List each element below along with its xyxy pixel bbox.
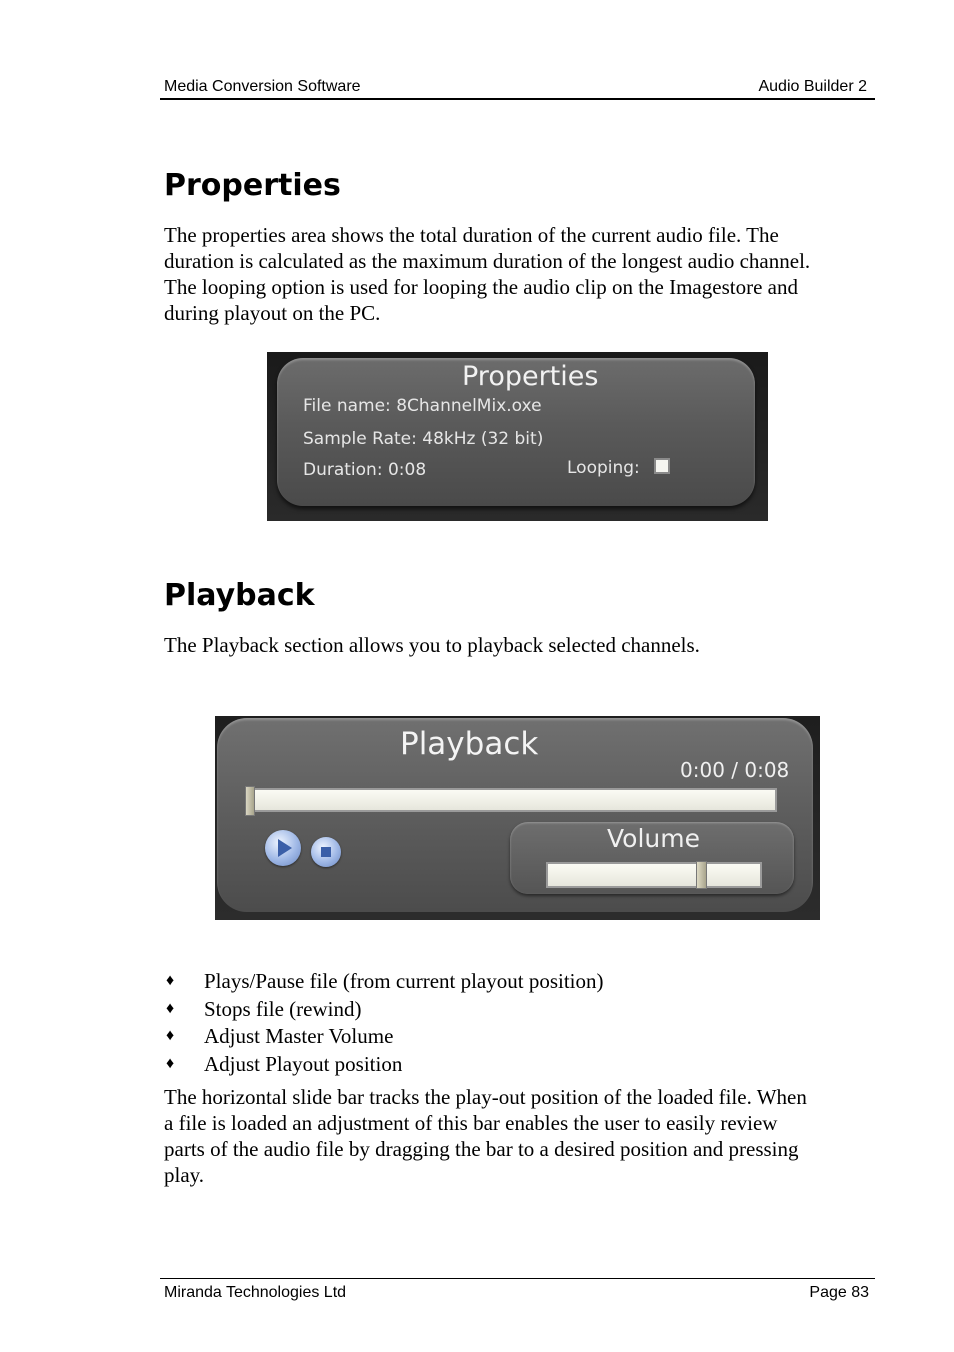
footer-company: Miranda Technologies Ltd: [164, 1284, 347, 1301]
sample-rate-label: Sample Rate: 48kHz (32 bit): [303, 429, 544, 449]
playback-panel-screenshot: [215, 716, 820, 920]
volume-group: [510, 822, 794, 894]
playback-heading: Playback: [164, 578, 315, 613]
playback-panel: [217, 718, 813, 912]
volume-slider[interactable]: [546, 862, 762, 888]
playback-time-readout: 0:00 / 0:08: [680, 758, 790, 782]
properties-panel-title: Properties: [462, 361, 599, 392]
bullet-diamond-icon: ♦: [166, 972, 175, 989]
stop-button[interactable]: [311, 837, 341, 867]
header-product: Audio Builder 2: [758, 78, 867, 95]
duration-label: Duration: 0:08: [303, 460, 427, 480]
playback-panel-title: Playback: [400, 726, 539, 762]
header-doc-title: Media Conversion Software: [164, 78, 361, 95]
header-rule: [160, 98, 875, 100]
bullet-diamond-icon: ♦: [166, 1027, 175, 1045]
bullet-text: Adjust Master Volume: [204, 1024, 394, 1049]
properties-line-4: during playout on the PC.: [164, 301, 381, 325]
bullet-text: Adjust Playout position: [204, 1052, 403, 1077]
bullet-text: Stops file (rewind): [204, 996, 362, 1021]
properties-line-3: The looping option is used for looping the audio clip on the Imagestore and: [164, 275, 798, 299]
bullet-diamond-icon: ♦: [166, 1055, 175, 1073]
volume-label: Volume: [607, 824, 700, 853]
properties-line-1: The properties area shows the total duration of the current audio file. The: [164, 223, 779, 247]
playback-intro: The Playback section allows you to playback selected channels.: [164, 633, 700, 657]
footer-rule: [160, 1278, 875, 1279]
properties-panel: [277, 358, 755, 506]
looping-label: Looping:: [567, 458, 640, 478]
closing-line-4: play.: [164, 1163, 205, 1187]
file-name-label: File name: 8ChannelMix.oxe: [303, 396, 542, 416]
play-button[interactable]: [265, 830, 301, 866]
properties-heading: Properties: [164, 168, 341, 203]
looping-checkbox[interactable]: [654, 458, 670, 474]
footer-page-number: Page 83: [809, 1284, 869, 1301]
properties-paragraph: [164, 222, 874, 326]
properties-panel-screenshot: [267, 352, 768, 521]
bullet-diamond-icon: ♦: [166, 999, 175, 1017]
playback-closing-paragraph: [164, 1084, 874, 1188]
closing-line-3: parts of the audio file by dragging the bar to a desired position and pressing: [164, 1137, 799, 1161]
volume-slider-handle[interactable]: [696, 861, 707, 889]
position-slider[interactable]: [247, 788, 777, 812]
play-icon: [278, 839, 292, 857]
position-slider-handle[interactable]: [245, 786, 255, 816]
properties-line-2: duration is calculated as the maximum duration of the longest audio channel.: [164, 249, 811, 273]
closing-line-1: The horizontal slide bar tracks the play-out position of the loaded file. When: [164, 1085, 807, 1109]
bullet-text: Plays/Pause file (from current playout position): [204, 969, 604, 993]
closing-line-2: a file is loaded an adjustment of this bar enables the user to easily review: [164, 1111, 778, 1135]
stop-icon: [321, 847, 331, 857]
